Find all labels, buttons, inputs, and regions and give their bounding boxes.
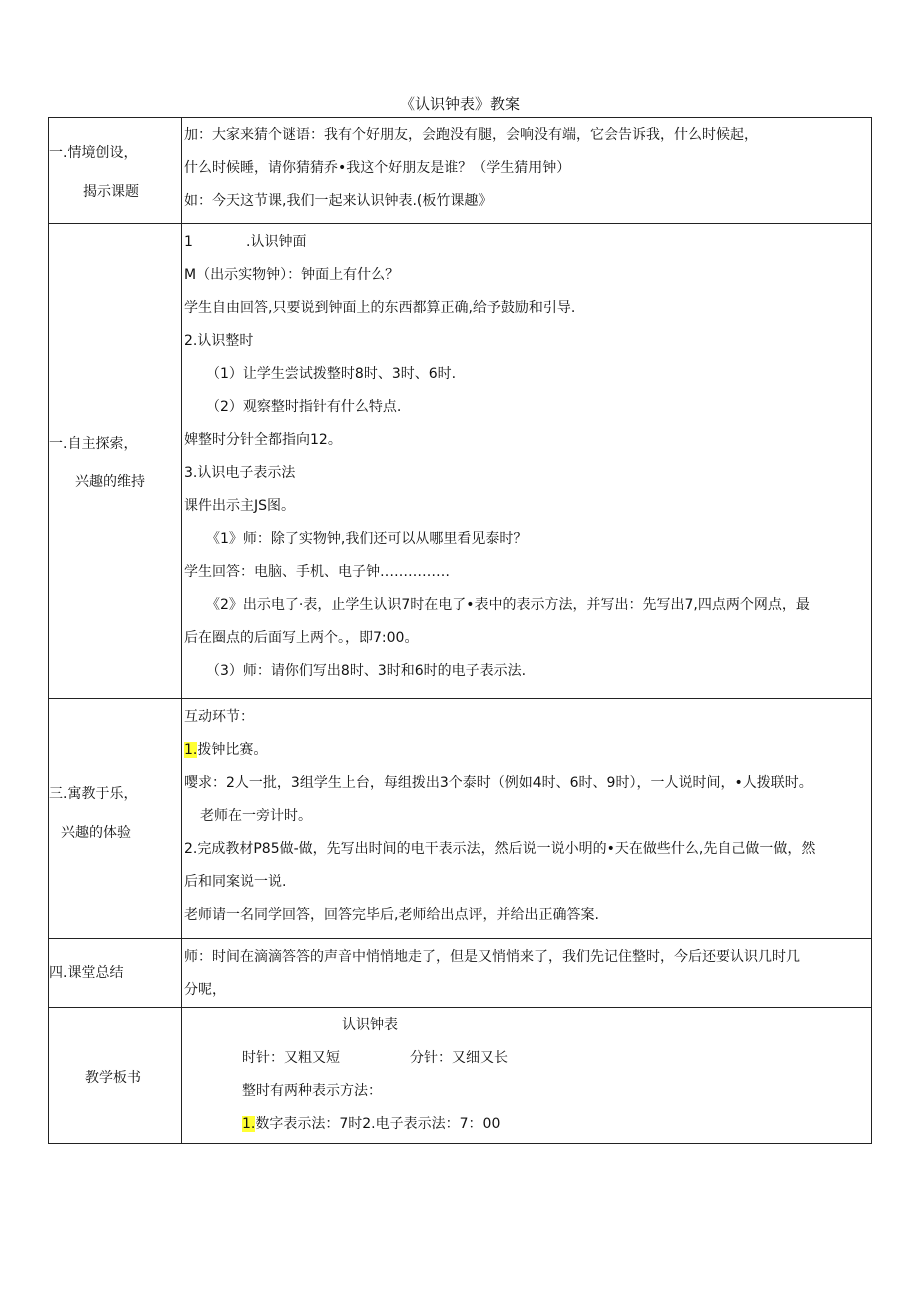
content-line: 老师在一旁计时。 bbox=[200, 808, 312, 824]
content-line: 学生回答：电脑、手机、电子钟…………… bbox=[184, 564, 450, 580]
content-line: （2）观察整时指针有什么特点. bbox=[206, 399, 402, 415]
section-label: 三.寓教于乐， bbox=[49, 786, 138, 802]
section-label-cell bbox=[49, 699, 182, 939]
content-line: （1）让学生尝试拨整时8时、3时、6时. bbox=[206, 366, 457, 382]
content-line: 嘤求：2人一批，3组学生上台，每组拨出3个泰时（例如4时、6时、9时），一人说时间，•人拨联时。 bbox=[184, 775, 813, 791]
content-line: 2.认识整时 bbox=[184, 333, 254, 349]
content-line: 整时有两种表示方法： bbox=[242, 1083, 382, 1099]
section-label-cell bbox=[49, 1008, 182, 1144]
content-line: 老师请一名同学回答，回答完毕后,老师给出点评，并给出正确答案. bbox=[184, 907, 599, 923]
section-label-cell bbox=[49, 118, 182, 224]
table-row bbox=[49, 118, 872, 224]
section-content-cell bbox=[182, 699, 872, 939]
table-row bbox=[49, 699, 872, 939]
content-line: 《1》师：除了实物钟,我们还可以从哪里看见泰时？ bbox=[206, 531, 528, 547]
lesson-plan-table bbox=[48, 117, 872, 1144]
section-label: 教学板书 bbox=[85, 1070, 141, 1086]
content-line bbox=[184, 226, 865, 259]
content-line: 后在圈点的后面写上两个。，即7:00。 bbox=[184, 630, 419, 646]
content-line: 学生自由回答,只要说到钟面上的东西都算正确,给予鼓励和引导. bbox=[184, 300, 576, 316]
item-text: 数字表示法：7时2.电子表示法：7：00 bbox=[255, 1116, 501, 1132]
content-line: 互动环节： bbox=[184, 709, 254, 725]
content-line: 婢整时分针全都指向12。 bbox=[184, 432, 342, 448]
content-line: （3）师：请你们写出8时、3时和6时的电子表示法. bbox=[206, 663, 527, 679]
board-heading: 认识钟表 bbox=[342, 1017, 398, 1033]
section-label-cell bbox=[49, 224, 182, 699]
section-content-cell bbox=[182, 224, 872, 699]
item-number: 1. bbox=[242, 1116, 256, 1132]
content-line: 3.认识电子表示法 bbox=[184, 465, 296, 481]
board-cell bbox=[182, 1008, 872, 1144]
content-line: 什么时候睡，请你猜猜乔•我这个好朋友是谁？（学生猜用钟） bbox=[184, 160, 571, 176]
content-line: 师：时间在滴滴答答的声音中悄悄地走了，但是又悄悄来了，我们先记住整时，今后还要认识几时几 bbox=[184, 949, 800, 965]
content-line: 后和同案说一说. bbox=[184, 874, 287, 890]
content-line: 《2》出示电了·表，止学生认识7时在电了•表中的表示方法，并写出：先写出7,四点两个网点，最 bbox=[206, 597, 810, 613]
item-text: .认识钟面 bbox=[246, 234, 307, 250]
section-sublabel: 兴趣的维持 bbox=[75, 474, 145, 490]
content-line bbox=[184, 1042, 865, 1075]
section-label: 一.情境创设， bbox=[49, 145, 138, 161]
content-line: 分呢， bbox=[184, 982, 226, 998]
section-content-cell bbox=[182, 118, 872, 224]
section-label: 一.自主探索， bbox=[49, 436, 138, 452]
content-line: 2.完成教材P85做-做，先写出时间的电干表示法，然后说一说小明的•天在做些什么,先自己做一做，然 bbox=[184, 841, 816, 857]
content-line: 如：今天这节课,我们一起来认识钟表.(板竹课趣》 bbox=[184, 193, 493, 209]
section-label: 四.课堂总结 bbox=[49, 965, 124, 981]
section-label-cell bbox=[49, 939, 182, 1008]
minute-hand-text: 分针：又细又长 bbox=[410, 1050, 508, 1066]
hour-hand-text: 时针：又粗又短 bbox=[242, 1050, 340, 1066]
content-line bbox=[184, 734, 865, 767]
item-text: 拨钟比赛。 bbox=[197, 742, 268, 758]
content-line: M（出示实物钟）：钟面上有什么？ bbox=[184, 267, 400, 283]
table-row bbox=[49, 939, 872, 1008]
table-row bbox=[49, 224, 872, 699]
section-sublabel: 兴趣的体验 bbox=[61, 825, 131, 841]
content-line: 课件出示主JS图。 bbox=[184, 498, 296, 514]
table-row bbox=[49, 1008, 872, 1144]
item-number: 1 bbox=[184, 234, 193, 250]
item-number: 1. bbox=[184, 742, 198, 758]
page-title: 《认识钟表》教案 bbox=[399, 95, 520, 113]
section-sublabel: 揭示课题 bbox=[83, 184, 139, 200]
content-line bbox=[184, 1108, 865, 1141]
content-line: 加：大家来猜个谜语：我有个好朋友，会跑没有腿，会响没有端，它会告诉我，什么时候起， bbox=[184, 127, 758, 143]
section-content-cell bbox=[182, 939, 872, 1008]
